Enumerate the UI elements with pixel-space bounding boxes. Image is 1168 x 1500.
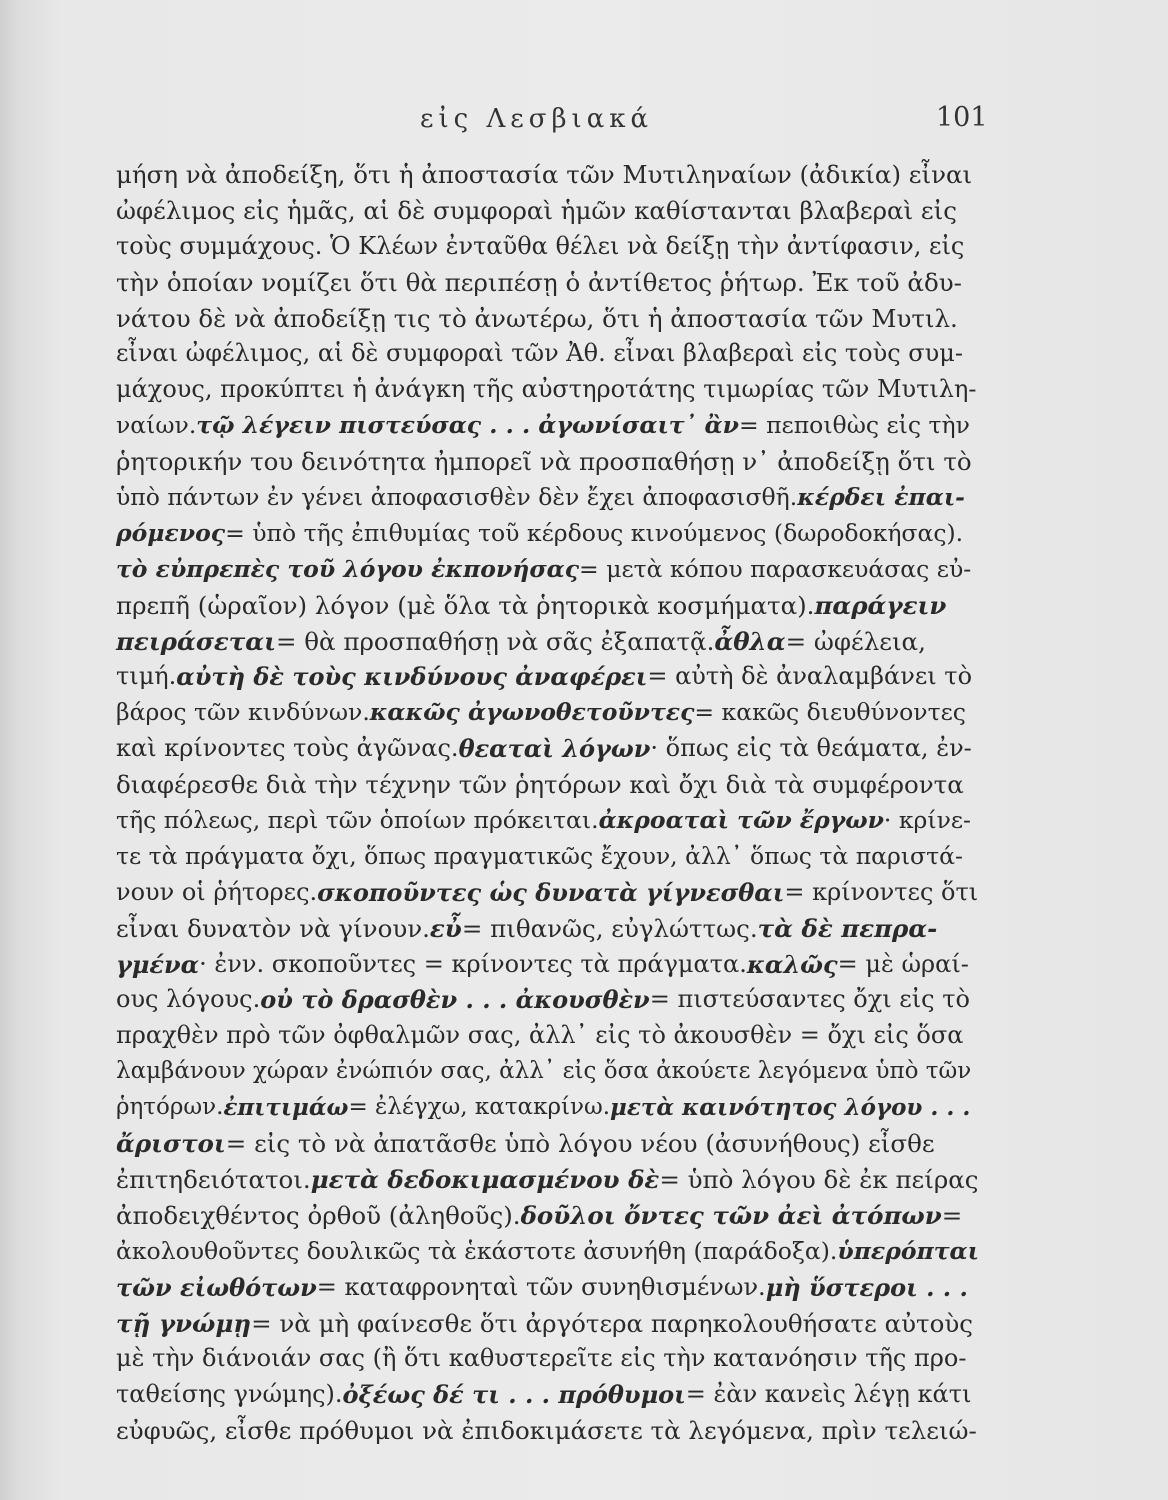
text-segment: τιμή. (116, 662, 177, 691)
text-line (116, 157, 980, 193)
text-segment: μήση νὰ ἀποδείξη, ὅτι ἡ ἀποστασία τῶν Μυτιληναίων (ἀδικία) εἶναι (116, 160, 973, 189)
text-segment: ναίων. (116, 411, 197, 440)
text-segment: = πεποιθὼς εἰς τὴν (738, 411, 970, 440)
lemma: μὴ ὕστεροι . . . (765, 1272, 968, 1302)
text-line (116, 408, 980, 444)
text-segment: = ὑπὸ λόγου δὲ ἐκ πείρας (659, 1164, 979, 1194)
text-segment: = πιθανῶς, εὐγλώττως. (461, 913, 758, 943)
text-segment: τῆς πόλεως, περὶ τῶν ὁποίων πρόκειται. (116, 806, 599, 835)
text-line (116, 1126, 980, 1162)
text-line (116, 1413, 980, 1449)
lemma: μετὰ δεδοκιμασμένου δὲ (310, 1164, 660, 1194)
text-segment: ἀποδειχθέντος ὀρθοῦ (ἀληθοῦς). (116, 1200, 521, 1230)
text-line (116, 265, 980, 301)
text-segment: = κρίνοντες ὅτι (784, 877, 979, 906)
text-line (116, 301, 980, 337)
text-segment: νάτου δὲ νὰ ἀποδείξῃ τις τὸ ἀνωτέρω, ὅτι ἡ ἀποστασία τῶν Μυτιλ. (116, 303, 958, 333)
text-segment: ῥητόρων. (116, 1094, 224, 1121)
text-segment: = ὠφέλεια, (785, 626, 926, 656)
text-line (116, 1018, 980, 1054)
text-line (116, 1234, 980, 1270)
text-line (116, 1162, 980, 1198)
text-line (116, 947, 980, 983)
lemma: αὐτὴ δὲ τοὺς κινδύνους ἀναφέρει (176, 662, 648, 692)
text-segment: = εἰς τὸ νὰ ἀπατᾶσθε ὑπὸ λόγου νέου (ἀσυνήθους) εἶσθε (225, 1129, 935, 1159)
text-segment: εἶναι δυνατὸν νὰ γίνουν. (116, 913, 430, 943)
text-segment: ἀκολουθοῦντες δουλικῶς τὰ ἑκάστοτε ἀσυνήθη (παράδοξα). (116, 1236, 838, 1265)
text-segment: = κακῶς διευθύνοντες (694, 698, 966, 727)
text-segment: καὶ κρίνοντες τοὺς ἀγῶνας. (116, 734, 459, 763)
text-segment: = ὑπὸ τῆς ἐπιθυμίας τοῦ κέρδους κινούμενος (δωροδοκήσας). (225, 518, 964, 547)
lemma: τὰ δὲ πεπρα- (757, 913, 938, 943)
text-segment: = μὲ ὡραί- (837, 949, 969, 978)
text-segment: = θὰ προσπαθήσῃ νὰ σᾶς ἐξαπατᾷ. (275, 626, 715, 656)
text-line (116, 803, 980, 839)
lemma: πειράσεται (116, 626, 276, 656)
text-segment: ὠφέλιμος εἰς ἡμᾶς, αἱ δὲ συμφοραὶ ἡμῶν καθίστανται βλαβεραὶ εἰς (116, 195, 957, 225)
lemma: τῷ λέγειν πιστεύσας . . . ἀγωνίσαιτ᾿ ἂν (196, 411, 739, 440)
text-line (116, 1090, 980, 1126)
text-line (116, 767, 980, 803)
text-segment: τοὺς συμμάχους. Ὁ Κλέων ἐνταῦθα θέλει νὰ δείξῃ τὴν ἀντίφασιν, εἰς (116, 231, 965, 260)
lemma: ὀξέως δέ τι . . . πρόθυμοι (342, 1380, 686, 1410)
text-line (116, 1306, 980, 1342)
text-segment: μὲ τὴν διάνοιάν σας (ἢ ὅτι καθυστερεῖτε εἰς τὴν κατανόησιν τῆς προ- (116, 1344, 967, 1373)
text-line (116, 911, 980, 947)
text-line (116, 229, 980, 265)
text-segment: εὐφυῶς, εἶσθε πρόθυμοι νὰ ἐπιδοκιμάσετε τὰ λεγόμενα, πρὶν τελειώ- (116, 1416, 977, 1446)
lemma: τῶν εἰωθότων (116, 1272, 317, 1302)
text-line (116, 516, 980, 552)
lemma: κέρδει ἐπαι- (797, 483, 965, 512)
text-segment: ὑπὸ πάντων ἐν γένει ἀποφασισθὲν δὲν ἔχει ἀποφασισθῆ. (116, 483, 798, 512)
text-segment: = καταφρονηταὶ τῶν συνηθισμένων. (316, 1272, 766, 1301)
text-segment: · κρίνε- (883, 806, 971, 835)
text-line (116, 1377, 980, 1413)
text-segment: = ἐλέγχω, κατακρίνω. (348, 1094, 611, 1121)
text-segment: = (941, 1200, 963, 1230)
text-segment: = μετὰ κόπου παρασκευάσας εὐ- (579, 554, 972, 583)
text-segment: = ἐὰν κανεὶς λέγῃ κάτι (685, 1380, 972, 1409)
text-line (116, 839, 980, 875)
page-header (0, 98, 1168, 138)
lemma: δοῦλοι ὄντες τῶν ἀεὶ ἀτόπων (520, 1200, 942, 1230)
lemma: οὐ τὸ δρασθὲν . . . ἀκουσθὲν (260, 985, 650, 1015)
text-line (116, 659, 980, 695)
text-segment: μάχους, προκύπτει ἡ ἀνάγκη τῆς αὐστηροτάτης τιμωρίας τῶν Μυτιλη- (116, 375, 977, 404)
text-line (116, 1270, 980, 1306)
text-segment: τε τὰ πράγματα ὄχι, ὅπως πραγματικῶς ἔχουν, ἀλλ᾿ ὅπως τὰ παριστά- (116, 841, 963, 870)
lemma: εὖ (429, 913, 462, 943)
lemma: τῇ γνώμῃ (116, 1308, 252, 1338)
lemma: ὑπερόπται (837, 1236, 979, 1265)
text-line (116, 1054, 980, 1090)
text-segment: πραχθὲν πρὸ τῶν ὀφθαλμῶν σας, ἀλλ᾿ εἰς τὸ ἀκουσθὲν = ὄχι εἰς ὅσα (116, 1021, 964, 1050)
text-line (116, 875, 980, 911)
lemma: ἐπιτιμάω (223, 1094, 349, 1122)
lemma: γμένα (116, 949, 200, 979)
lemma: παράγειν (814, 590, 947, 620)
lemma: τὸ εὐπρεπὲς τοῦ λόγου ἐκπονήσας (116, 554, 580, 583)
lemma: ἄριστοι (116, 1129, 226, 1159)
lemma: ἀκροαταὶ τῶν ἔργων (598, 806, 884, 835)
text-segment: = νὰ μὴ φαίνεσθε ὅτι ἀργότερα παρηκολουθήσατε αὐτοὺς (251, 1308, 973, 1338)
commentary-text (116, 157, 980, 1449)
text-segment: ους λόγους. (116, 985, 261, 1014)
lemma: σκοποῦντες ὡς δυνατὰ γίγνεσθαι (317, 877, 785, 907)
text-line (116, 982, 980, 1018)
text-segment: τὴν ὁποίαν νομίζει ὅτι θὰ περιπέσῃ ὁ ἀντίθετος ῥήτωρ. Ἐκ τοῦ ἀδυ- (116, 267, 962, 297)
text-segment: · ὅπως εἰς τὰ θεάματα, ἐν- (650, 734, 972, 763)
text-line (116, 588, 980, 624)
text-segment: · ἐνν. σκοποῦντες = κρίνοντες τὰ πράγματα. (199, 949, 747, 978)
text-line (116, 444, 980, 480)
text-segment: λαμβάνουν χώραν ἐνώπιόν σας, ἀλλ᾿ εἰς ὅσα ἀκούετε λεγόμενα ὑπὸ τῶν (116, 1058, 972, 1085)
lemma: ρόμενος (116, 518, 226, 547)
text-segment: ῥητορικήν του δεινότητα ἠμπορεῖ νὰ προσπαθήσῃ ν᾿ ἀποδείξῃ ὅτι τὸ (116, 447, 972, 477)
lemma: καλῶς (746, 949, 838, 979)
text-segment: ἐπιτηδειότατοι. (116, 1164, 311, 1194)
text-segment: = αὐτὴ δὲ ἀναλαμβάνει τὸ (647, 662, 973, 691)
lemma: μετὰ καινότητος λόγου . . . (610, 1094, 971, 1122)
page-number: 101 (936, 102, 988, 133)
text-line (116, 624, 980, 660)
text-line (116, 731, 980, 767)
running-title: εἰς Λεσβιακά (420, 104, 654, 134)
text-segment: = πιστεύσαντες ὄχι εἰς τὸ (649, 985, 970, 1014)
text-segment: διαφέρεσθε διὰ τὴν τέχνην τῶν ῥητόρων καὶ ὄχι διὰ τὰ συμφέροντα (116, 770, 964, 800)
text-line (116, 193, 980, 229)
lemma: κακῶς ἀγωνοθετοῦντες (369, 698, 695, 727)
lemma: ἆθλα (714, 626, 786, 656)
text-line (116, 552, 980, 588)
text-segment: νουν οἱ ῥήτορες. (116, 877, 318, 906)
text-line (116, 372, 980, 408)
text-segment: πρεπῆ (ὡραῖον) λόγον (μὲ ὅλα τὰ ῥητορικὰ κοσμήματα). (116, 590, 815, 620)
text-line (116, 480, 980, 516)
text-segment: εἶναι ὠφέλιμος, αἱ δὲ συμφοραὶ τῶν Ἀθ. εἶναι βλαβεραὶ εἰς τοὺς συμ- (116, 339, 963, 368)
lemma: θεαταὶ λόγων (458, 734, 651, 764)
text-segment: ταθείσης γνώμης). (116, 1380, 343, 1409)
text-line (116, 336, 980, 372)
text-segment: βάρος τῶν κινδύνων. (116, 698, 370, 727)
text-line (116, 1341, 980, 1377)
text-line (116, 695, 980, 731)
text-line (116, 1198, 980, 1234)
